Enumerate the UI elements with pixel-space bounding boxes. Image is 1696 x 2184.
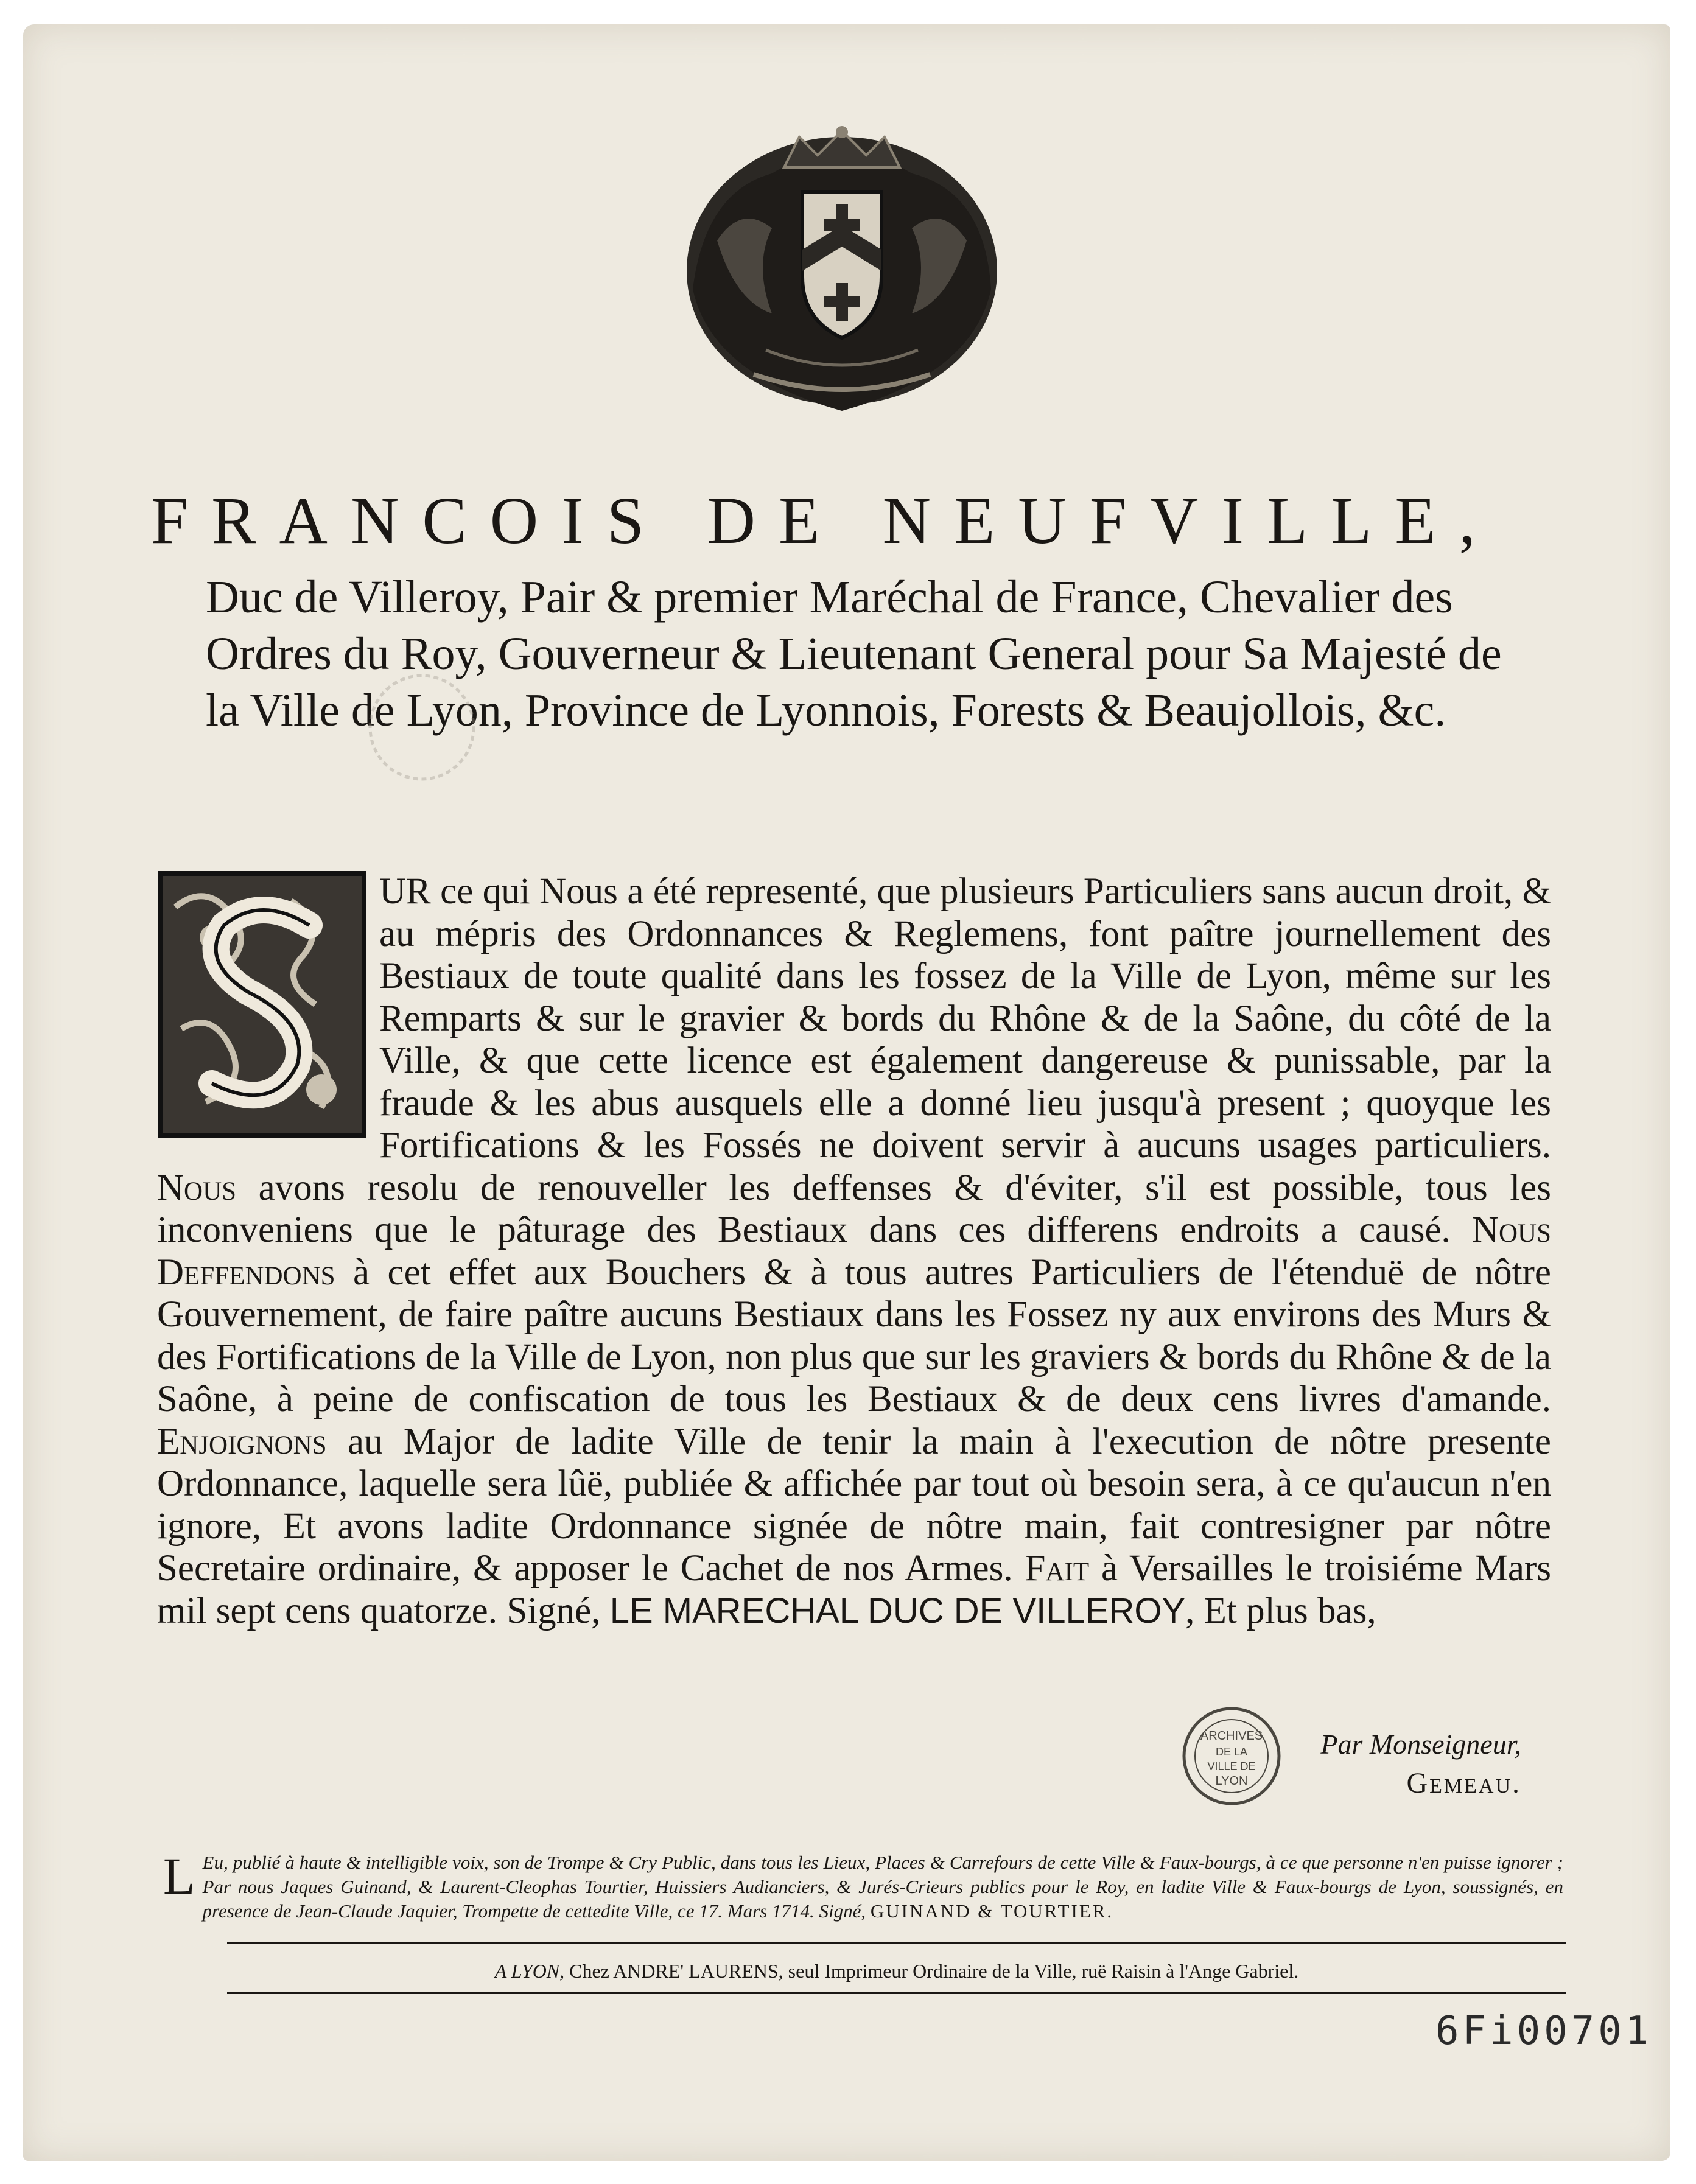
stamp-line-3: VILLE DE <box>1207 1760 1256 1773</box>
word-nous-deffendons: Nous Deffendons <box>157 1209 1551 1293</box>
signature-par-monseigneur: Par Monseigneur, <box>1320 1729 1521 1760</box>
word-enjoignons: Enjoignons <box>157 1421 327 1462</box>
paragraph-part-1: UR ce qui Nous a été representé, que plusieurs Particuliers sans aucun droit, & au mépris des Ordonnances & Reglemens, font paître journellement des Bestiaux de toute qualité dans les fossez de la Ville de Lyon, même sur les Remparts & sur le gravier & bords du Rhône & de la Saône, du côté de la Ville, & que cette licence est également dangereuse & punissable, par la fraude & les abus ausquels elle a donné lieu jusqu'à present ; quoyque les Fortifications & les Fossés ne doivent servir à aucuns usages particuliers. <box>379 871 1551 1166</box>
word-nous-1: Nous <box>157 1167 237 1208</box>
proclamation-initial: L <box>163 1847 195 1905</box>
archives-stamp <box>1180 1704 1283 1808</box>
divider-top <box>227 1942 1566 1944</box>
decorated-initial-s <box>157 870 367 1138</box>
divider-bottom <box>227 1992 1566 1994</box>
document-sheet <box>23 24 1670 2161</box>
proclamation-signers: GUINAND & TOURTIER. <box>870 1900 1114 1922</box>
coat-of-arms-crest <box>681 119 1003 423</box>
proclamation-text: Eu, publié à haute & intelligible voix, son de Trompe & Cry Public, dans tous les Lieux, Places & Carrefours de cette Ville & Faux-bourgs, à ce que personne n'en puisse ignorer ; Par nous Jaques Guinand, & Laurent-Cleophas Tourtier, Huissiers Audianciers, & Jurés-Crieurs publics pour le Roy, en ladite Ville & Faux-bourgs de Lyon, soussignés, en presence de Jean-Claude Jaquier, Trompette de cettedite Ville, ce 17. Mars 1714. Signé, <box>202 1852 1563 1922</box>
proclamation-note <box>163 1847 1563 1923</box>
paragraph-part-3: à cet effet aux Bouchers & à tous autres Particuliers de l'étenduë de nôtre Gouvernement, de faire paître aucuns Bestiaux dans les Fossez ny aux environs des Murs & des Fortifications de la Ville de Lyon, non plus que sur les graviers & bords du Rhône & de la Saône, à peine de confiscation de tous les Bestiaux & de deux cens livres d'amande. <box>157 1251 1551 1419</box>
signature-block <box>1320 1726 1521 1804</box>
paragraph-part-5: à Versailles le troisiéme Mars mil sept cens quatorze. Signé, <box>157 1548 1552 1631</box>
paragraph-part-6: , Et plus bas, <box>1185 1590 1376 1631</box>
signature-name: Gemeau. <box>1406 1767 1521 1799</box>
paragraph-part-4: au Major de ladite Ville de tenir la main à l'execution de nôtre presente Ordonnance, laquelle sera lûë, publiée & affichée par tout où besoin sera, à ce qu'aucun n'en ignore, Et avons ladite Ordonnance signée de nôtre main, fait contresigner par nôtre Secretaire ordinaire, & apposer le Cachet de nos Armes. <box>157 1421 1552 1589</box>
stamp-line-4: LYON <box>1215 1774 1248 1788</box>
paragraph-part-2: avons resolu de renouveller les deffenses & d'éviter, s'il est possible, tous les inconveniens que le pâturage des Bestiaux dans ces differens endroits a causé. <box>157 1167 1551 1250</box>
printer-place: A LYON, <box>494 1960 565 1982</box>
document-subtitle: Duc de Villeroy, Pair & premier Maréchal de France, Chevalier des Ordres du Roy, Gouverneur & Lieutenant General pour Sa Majesté de la Ville de Lyon, Province de Lyonnois, Forests & Beaujollois, &c. <box>206 572 1502 736</box>
signed-name: LE MARECHAL DUC DE VILLEROY <box>609 1591 1186 1631</box>
stamp-line-2: DE LA <box>1215 1746 1248 1758</box>
word-fait: Fait <box>1025 1548 1090 1589</box>
ordinance-body <box>157 870 1551 1632</box>
faded-stamp-mark <box>364 670 480 785</box>
printer-text: Chez ANDRE' LAURENS, seul Imprimeur Ordinaire de la Ville, ruë Raisin à l'Ange Gabriel. <box>569 1960 1299 1982</box>
archive-reference-code: 6Fi00701 <box>1435 2009 1653 2054</box>
stamp-line-1: ARCHIVES <box>1200 1729 1263 1743</box>
printer-imprint <box>227 1960 1566 1983</box>
document-title: FRANCOIS DE NEUFVILLE, <box>151 483 1499 558</box>
